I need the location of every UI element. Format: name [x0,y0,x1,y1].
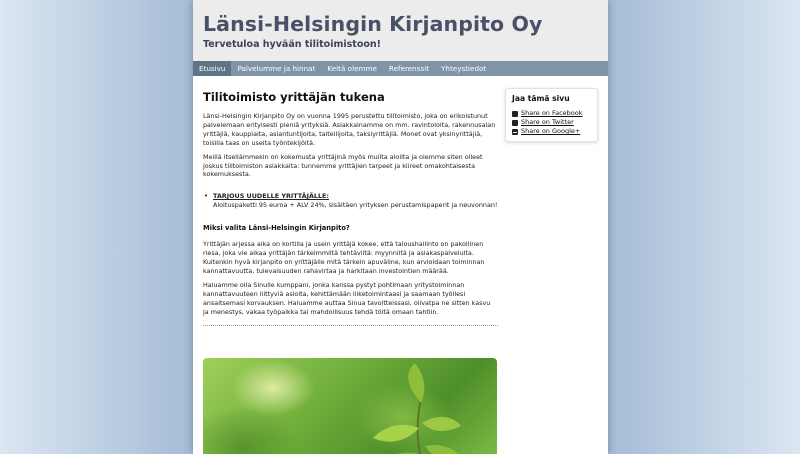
why-paragraph-2: Haluamme olla Sinulle kumppani, jonka kanssa pystyt pohtimaan yritystoiminnan kannattavuuteen liittyviä asioita, kehittämään liiketoimintaasi ja saamaan työllesi ansaitsemasi korvauksen. Haluamme auttaa Sinua tavoitteissasi, olivatpa ne sitten kasvu ja menestys, vakaa työpaikka tai mahdollisuus tehdä töitä omaan tahtiin. [203,280,491,316]
bullet-icon: • [204,192,209,201]
why-paragraph-1: Yrittäjän arjessa aika on kortilla ja usein yrittäjä kokee, että taloushallinto on pakollinen riesa, joka vie aikaa yrittäjän tärkeimmiltä tehtäviltä: myynniltä ja asiakaspalvelulta. Kuitenkin hyvä kirjanpito on yrittäjälle mitä tärkein apuväline, kun arvioidaan toiminnan kannattavuutta, tulevaisuuden rahavirtaa ja harkitaan investointien määrää. [203,240,485,275]
share-google-link[interactable] [512,127,591,136]
plant-photo [203,358,497,454]
site-title[interactable]: Länsi-Helsingin Kirjanpito Oy [203,12,543,36]
experience-paragraph: Meillä itsellämmekin on kokemusta yrittäjinä myös muilta aloilta ja olemme siten olleet joskus tilitoimiston asiakkaita: tunnemme yrittäjien tarpeet ja kiireet omakohtaisesta kokemuksesta. [203,152,483,179]
share-title: Jaa tämä sivu [512,94,570,103]
dotted-divider [203,325,498,326]
share-box [505,88,598,142]
twitter-icon [512,120,518,126]
page-container [193,0,608,454]
nav-item-etusivu[interactable]: Etusivu [193,61,231,76]
offer-title: TARJOUS UUDELLE YRITTÄJÄLLE: [213,192,329,201]
site-tagline: Tervetuloa hyvään tilitoimistoon! [203,39,381,50]
why-heading: Miksi valita Länsi-Helsingin Kirjanpito? [203,224,350,233]
offer-text: Aloituspaketti 95 euroa + ALV 24%, sisältäen yrityksen perustamispaperit ja neuvonnan! [213,201,498,210]
intro-paragraph: Länsi-Helsingin Kirjanpito Oy on vuonna 1995 perustettu tilitoimisto, joka on erikoistunut palvelemaan erityisesti pieniä yrityksiä. Asiakkainamme on mm. ravintoloita, rakennusalan yrittäjiä, kauppiaita, asiantuntijoita, taiteilijoita, taksiyrittäjiä. Monet ovat yksinyrittäjiä, toisilla taas on useita työntekijöitä. [203,112,496,147]
nav-item-referenssit[interactable]: Referenssit [388,64,430,73]
nav-item-palvelumme[interactable]: Palvelumme ja hinnat [237,64,316,73]
mail-icon [512,129,518,135]
share-twitter-link[interactable] [512,118,591,127]
share-facebook-link[interactable] [512,109,591,118]
leaf-illustration [203,358,497,454]
page-title: Tilitoimisto yrittäjän tukena [203,90,385,104]
main-nav [193,61,608,76]
nav-item-yhteystiedot[interactable]: Yhteystiedot [441,64,487,73]
share-google-label[interactable]: Share on Google+ [521,127,581,135]
facebook-icon [512,111,518,117]
offer-item [203,192,498,210]
nav-item-keita-olemme[interactable]: Keitä olemme [327,64,377,73]
share-facebook-label[interactable]: Share on Facebook [521,109,583,117]
site-header [193,0,608,61]
share-twitter-label[interactable]: Share on Twitter [521,118,574,126]
main-content [203,90,498,326]
